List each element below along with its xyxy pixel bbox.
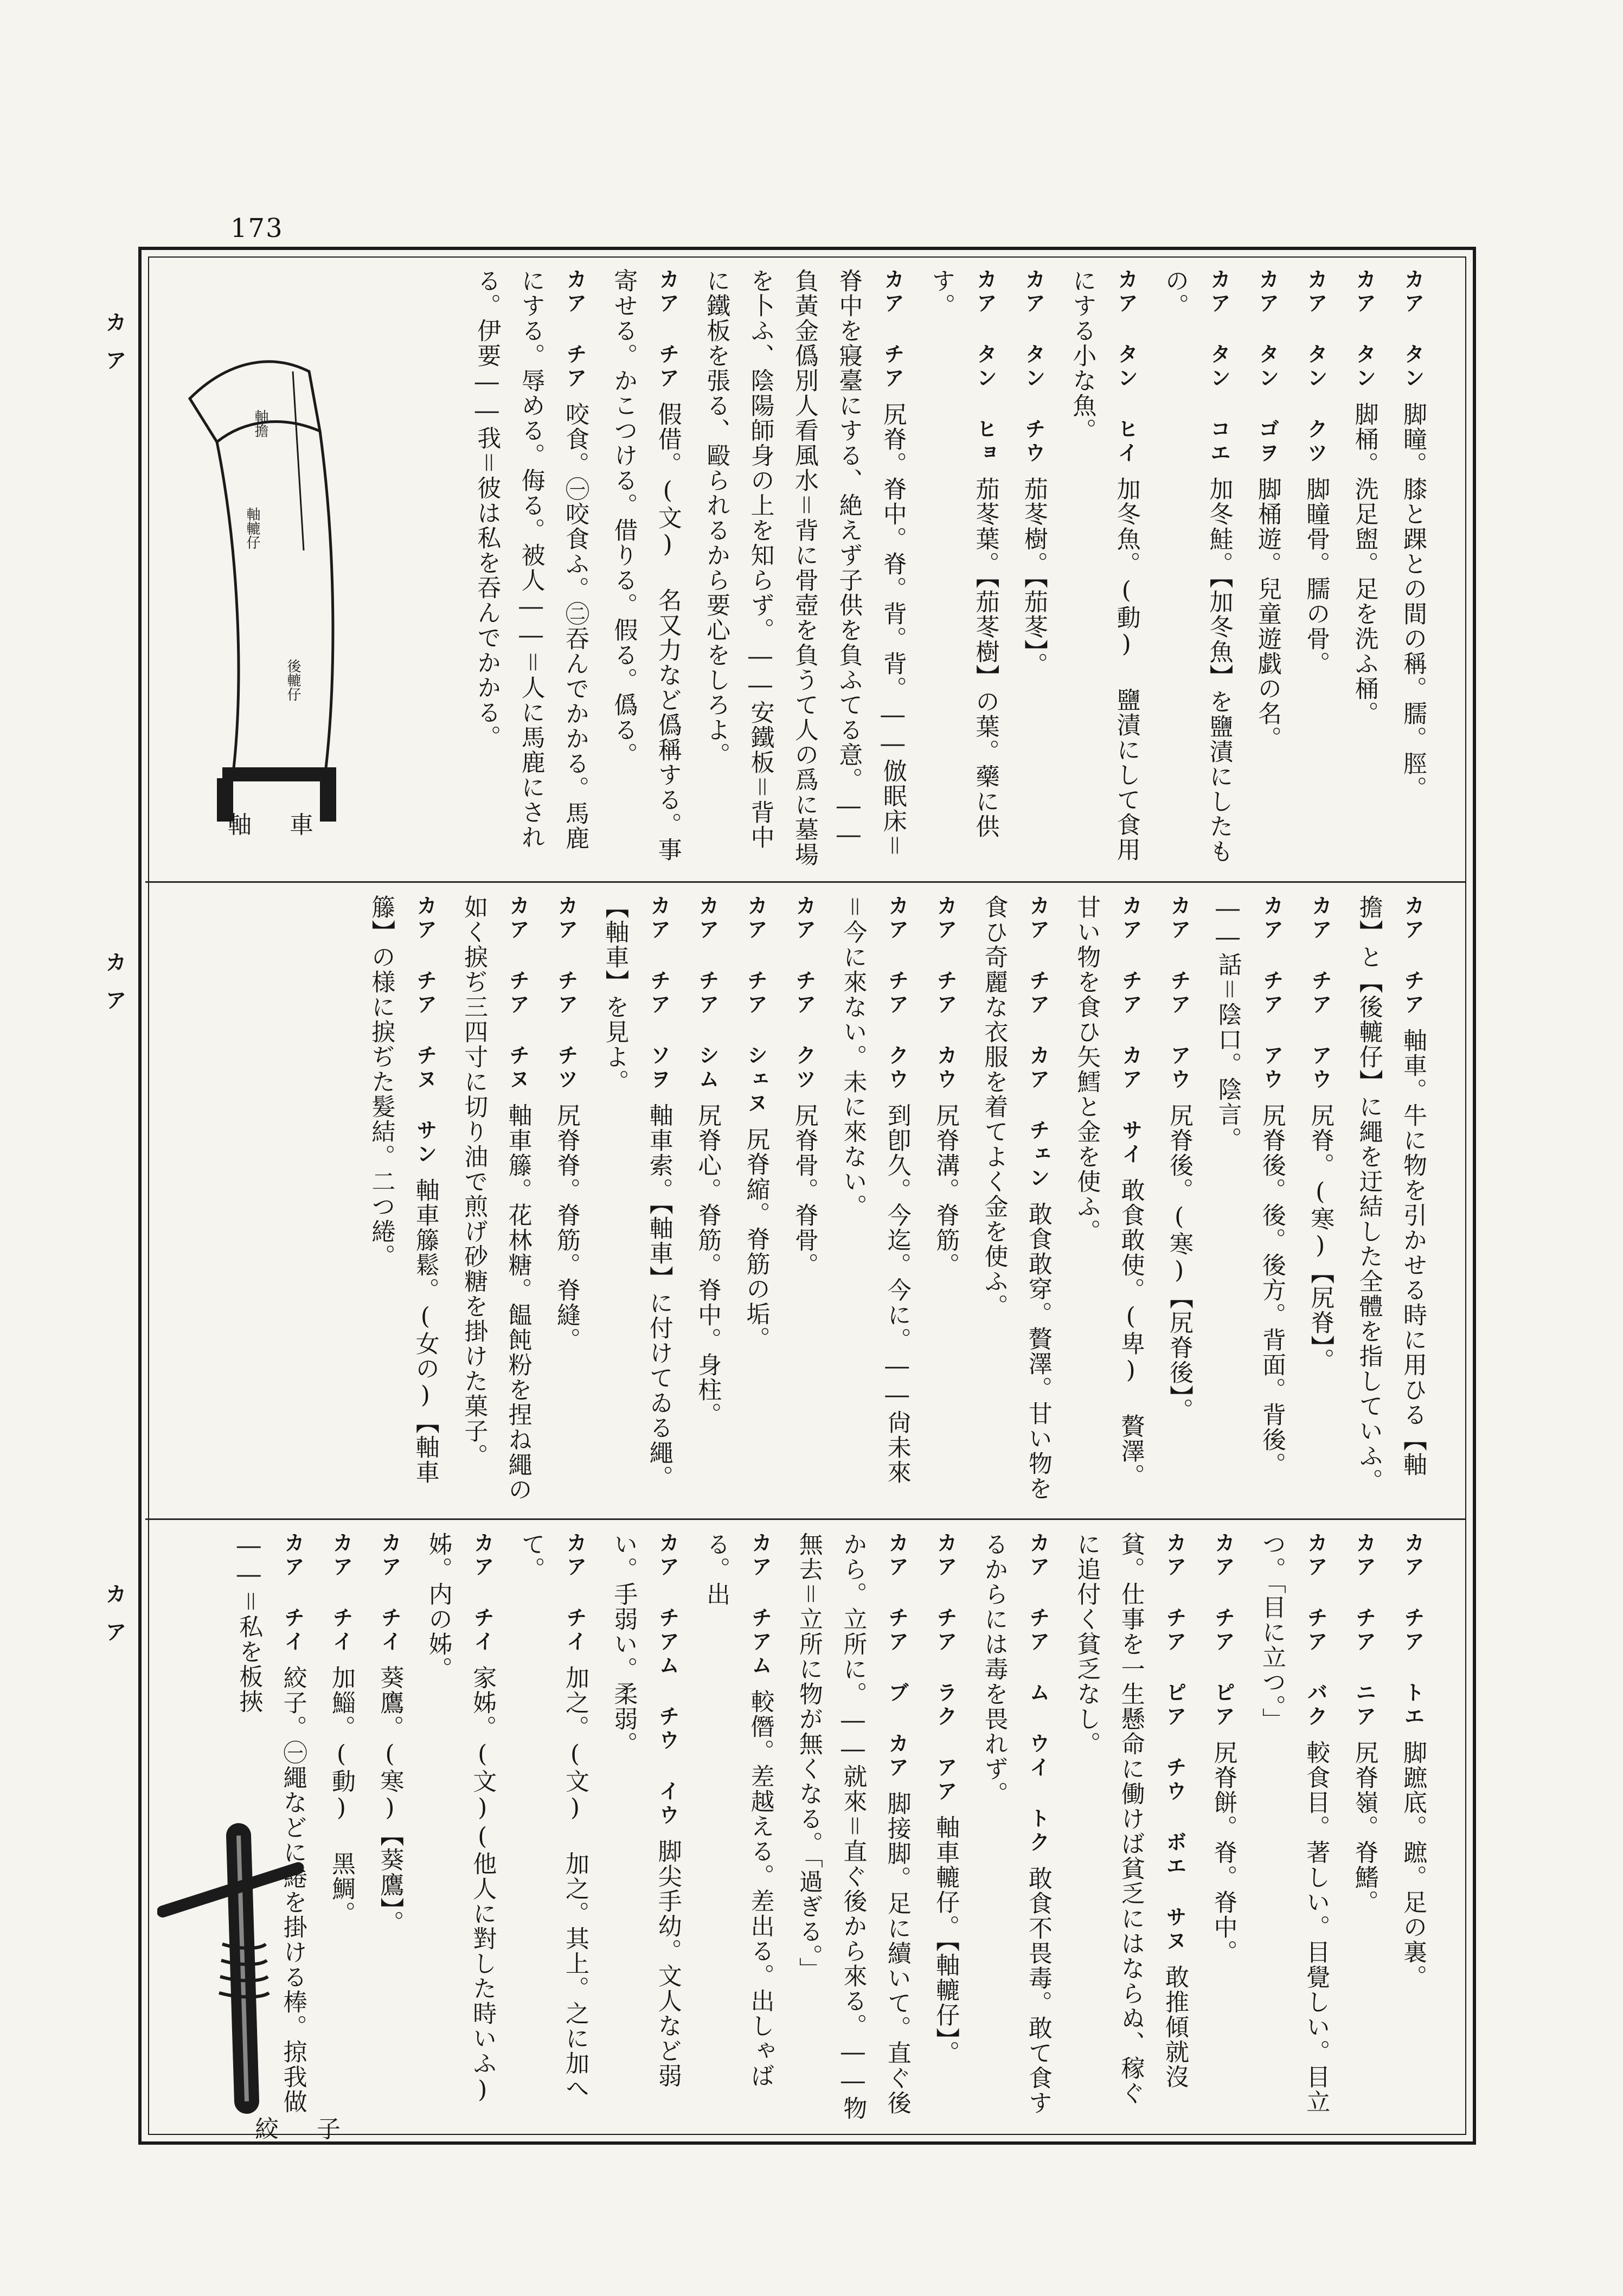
entry-heading: カア チア アウ (1308, 895, 1332, 1092)
entry-heading: カア チイ (329, 1532, 354, 1654)
entry-heading: カア チイ (470, 1532, 495, 1654)
section-divider (145, 881, 1465, 883)
entry-heading: カア チア ム ウイ トク (1025, 1532, 1050, 1855)
dictionary-entry (416, 1532, 504, 2128)
entry-heading: カア チア クウ (884, 895, 909, 1092)
dictionary-entry (923, 1532, 967, 2128)
entry-definition: 脚桶。洗足盥。足を洗ふ桶。 (1350, 402, 1378, 726)
entry-heading: カア タン ヒイ (1114, 268, 1138, 466)
entry-definition: 較僭。差越える。差出る。出しゃばる。出 (702, 1532, 774, 2088)
entry-definition: 尻脊嶺。脊鰭。 (1350, 1740, 1378, 1915)
dictionary-section-2 (157, 895, 1437, 1508)
entry-heading: カア チア (1401, 895, 1425, 1017)
entry-heading: カア チア (655, 268, 679, 391)
entry-definition: 尻脊溝。脊筋。 (932, 1103, 960, 1278)
entry-heading: カア タン ゴヲ (1255, 268, 1279, 466)
dictionary-entry (359, 895, 447, 1508)
entry-definition: 加之。(文) 加之。其上。之に加へて。 (517, 1532, 589, 2101)
entry-definition: 尻脊餅。脊。脊中。 (1209, 1740, 1237, 1965)
dictionary-entry (368, 1532, 412, 2128)
entry-heading: カア チア シム (695, 895, 720, 1092)
dictionary-entry (831, 895, 919, 1508)
dictionary-entry (1342, 268, 1386, 870)
twisting-stick-illustration (157, 1532, 307, 2128)
dictionary-entry (1064, 1532, 1197, 2128)
entry-definition: 脚接脚。足に續いて。直ぐ後から。立所に。――就來＝直ぐ後から來る。――物無去＝立所に物が無くなる。「過ぎる。」 (794, 1532, 911, 2121)
dictionary-entry (694, 268, 915, 870)
entry-heading: カア チイ (280, 1532, 305, 1654)
dictionary-entry (972, 1532, 1060, 2128)
entry-definition: 尻脊縮。脊筋の垢。 (742, 1127, 770, 1351)
dictionary-entry (734, 895, 778, 1508)
section-divider (145, 1518, 1465, 1520)
entry-definition: 脚蹠底。蹠。足の裏。 (1399, 1740, 1427, 1990)
entry-definition: 軸車籐鬆。(女の)【軸車籐】の様に捩ぢた髮結。二つ綣。 (367, 895, 439, 1485)
entry-definition: 咬食。㊀咬食ふ。㊁吞んでかかる。馬鹿にする。辱める。侮る。被人――＝人に馬鹿にされる。伊要――我＝彼は私を吞んでかかる。 (473, 268, 589, 851)
entry-heading: カア チア ピア チウ ボエ サヌ (1163, 1532, 1187, 1954)
entry-heading: カア チア (562, 268, 587, 391)
entry-definition: 軸車索。【軸車】に付けてゐる繩。【軸車】を見よ。 (601, 895, 673, 1490)
dictionary-entry (465, 268, 597, 870)
cart-illustration (157, 268, 363, 870)
entry-heading: カア チイ (377, 1532, 402, 1654)
entry-heading: カア タン コエ (1207, 268, 1231, 466)
entry-heading: カア チア アウ (1167, 895, 1191, 1092)
entry-definition: 軸車轆仔。【軸轆仔】。 (932, 1815, 960, 2066)
dictionary-section-3 (157, 1532, 1437, 2128)
entry-heading: カア タン (1352, 268, 1376, 391)
entry-heading: カア チア ニア (1352, 1532, 1376, 1729)
entry-heading: カア チア (880, 268, 904, 391)
entry-heading: カア チア カア チェン (1025, 895, 1050, 1191)
dictionary-entry (1153, 268, 1241, 870)
dictionary-entry (1346, 895, 1435, 1508)
entry-heading: カア チイ (562, 1532, 587, 1654)
entry-heading: カア タン (1401, 268, 1425, 391)
dictionary-entry (509, 1532, 597, 2128)
figure-label: 後轆仔 (285, 659, 301, 701)
dictionary-entry (1201, 1532, 1245, 2128)
dictionary-entry (1245, 268, 1289, 870)
entry-definition: 到卽久。今迄。今に。――尙未來＝今に來ない。未に來ない。 (839, 895, 911, 1485)
entry-definition: 茄苳樹。【茄苳】。 (1019, 477, 1048, 677)
entry-definition: 家姊。(文)(他人に對した時いふ)姊。内の姊。 (424, 1532, 497, 2105)
dictionary-entry (685, 895, 729, 1508)
margin-index-section-1: カア (105, 310, 126, 373)
dictionary-entry (1157, 895, 1201, 1508)
entry-definition: 脚桶遊。兒童遊戯の名。 (1253, 477, 1281, 751)
dictionary-entry (1391, 1532, 1435, 2128)
entry-definition: 加鯔。(動) 黑鯛。 (328, 1665, 356, 1926)
page-number: 173 (230, 213, 284, 243)
entry-heading: カア チア バク (1304, 1532, 1328, 1729)
entry-heading: カア チア クツ (792, 895, 816, 1092)
entry-definition: 加冬魚。(動) 鹽漬にして食用にする小な魚。 (1068, 268, 1140, 862)
entry-definition: 尻脊後。(寒)【尻脊後】。 (1165, 1103, 1194, 1423)
entry-heading: カア チア ピア (1211, 1532, 1235, 1729)
entry-definition: 脚尖手幼。文人など弱い。手弱い。柔弱。 (610, 1532, 682, 2088)
dictionary-entry (544, 895, 588, 1508)
figure-caption: 軸車 (228, 811, 351, 839)
entry-definition: 軸車籐。花林糖。饂飩粉を捏ね繩の如く捩ぢ三四寸に切り油で煎げ砂糖を掛けた菓子。 (460, 895, 532, 1502)
entry-heading: カア チア ラク アア (933, 1532, 958, 1804)
margin-index-section-2: カア (105, 950, 126, 1012)
entry-heading: カア チア ソヲ (646, 895, 671, 1092)
dictionary-entry (923, 895, 967, 1508)
entry-definition: 敢食敢穿。贅澤。甘い物を食ひ奇麗な衣服を着てよく金を使ふ。 (980, 895, 1052, 1501)
entry-heading: カア チア トエ (1401, 1532, 1425, 1729)
entry-definition: 尻脊。脊中。脊。背。背。――倣眠床＝脊中を寢臺にする、絶えず子供を負ふてる意。――負黃金僞別人看風水＝背に骨壺を負うて人の爲に墓場を卜ふ、陰陽師身の上を知らず。――安鐵板＝背中に鐵板を張る、毆られるから要心をしろよ。 (702, 268, 907, 867)
entry-definition: 尻脊脊。脊筋。脊縫。 (552, 1103, 580, 1352)
entry-definition: 絞子。㊀繩などに綣を掛ける棒。掠我做――＝私を板挾 (235, 1532, 307, 2114)
margin-index-section-3: カア (105, 1582, 126, 1644)
entry-definition: 葵鷹。(寒)【葵鷹】。 (376, 1665, 404, 1935)
entry-heading: カア チア チヌ (505, 895, 530, 1092)
figure-caption: 絞子 (255, 2115, 379, 2143)
entry-heading: カア チア カア サイ (1118, 895, 1143, 1167)
dictionary-entry (694, 1532, 782, 2128)
entry-heading: カア チアム (748, 1532, 772, 1678)
entry-heading: カア タン クツ (1304, 268, 1328, 466)
entry-definition: 尻脊後。後。後方。背面。背後。――話＝陰口。陰言。 (1214, 895, 1286, 1477)
dictionary-entry (972, 895, 1060, 1508)
entry-definition: 假借。(文) 名又力など僞稱する。事寄せる。かこつける。借りる。假る。僞る。 (610, 268, 682, 862)
entry-heading: カア チア ブ カア (884, 1532, 909, 1780)
dictionary-entry (1011, 268, 1055, 870)
dictionary-entry (1249, 1532, 1338, 2128)
dictionary-entry (1294, 268, 1338, 870)
entry-heading: カア チア チヌ サン (413, 895, 437, 1167)
dictionary-entry (1342, 1532, 1386, 2128)
entry-definition: 尻脊心。脊筋。脊中。身柱。 (694, 1103, 722, 1427)
dictionary-entry (319, 1532, 363, 2128)
entry-definition: 尻脊。(寒)【尻脊】。 (1306, 1103, 1335, 1373)
entry-definition: 敢食敢使。(卑) 贅澤。甘い物を食ひ矢鱈と金を使ふ。 (1073, 895, 1145, 1489)
dictionary-entry (601, 1532, 690, 2128)
entry-definition: 尻脊骨。脊骨。 (790, 1103, 818, 1278)
entry-heading: カア チアム チウ イウ (655, 1532, 679, 1828)
dictionary-entry (919, 268, 1008, 870)
entry-definition: 敢推傾就沒貧。仕事を一生懸命に働けば貧乏にはならぬ、稼ぐに追付く貧乏なし。 (1073, 1532, 1189, 2106)
entry-definition: 軸車。牛に物を引かせる時に用ひる【軸擔】と【後轆仔】に繩を迂結した全體を指していふ。 (1355, 895, 1427, 1493)
dictionary-entry (1060, 268, 1149, 870)
dictionary-entry (1391, 268, 1435, 870)
entry-heading: カア チア シェヌ (743, 895, 768, 1116)
entry-definition: 敢食不畏毒。敢て食するからには毒を畏れず。 (980, 1532, 1052, 2115)
entry-heading: カア タン チウ (1021, 268, 1045, 466)
dictionary-entry (601, 268, 690, 870)
entry-definition: 加冬鮭。【加冬魚】を鹽漬にしたもの。 (1161, 268, 1233, 864)
dictionary-entry (1064, 895, 1153, 1508)
entry-definition: 茄苳葉。【茄苳樹】の葉。藥に供す。 (927, 268, 999, 839)
dictionary-entry (452, 895, 540, 1508)
entry-heading: カア チア アウ (1259, 895, 1284, 1092)
entry-definition: 較食目。著しい。目覺しい。目立つ。「目に立つ。」 (1258, 1532, 1330, 2114)
entry-heading: カア タン ヒョ (973, 268, 997, 466)
entry-heading: カア チア チツ (554, 895, 578, 1092)
dictionary-entry (1298, 895, 1342, 1508)
dictionary-section-1 (157, 268, 1437, 870)
entry-definition: 脚瞳骨。臑の骨。 (1302, 477, 1330, 676)
entry-definition: 脚瞳。膝と踝との間の稱。臑。脛。 (1399, 402, 1427, 801)
dictionary-entry (1205, 895, 1294, 1508)
dictionary-entry (782, 895, 826, 1508)
figure-label: 軸擔 (252, 409, 268, 438)
figure-label: 軸轆仔 (244, 507, 260, 549)
dictionary-entry (787, 1532, 919, 2128)
dictionary-entry (593, 895, 681, 1508)
entry-heading: カア チア カウ (933, 895, 958, 1092)
